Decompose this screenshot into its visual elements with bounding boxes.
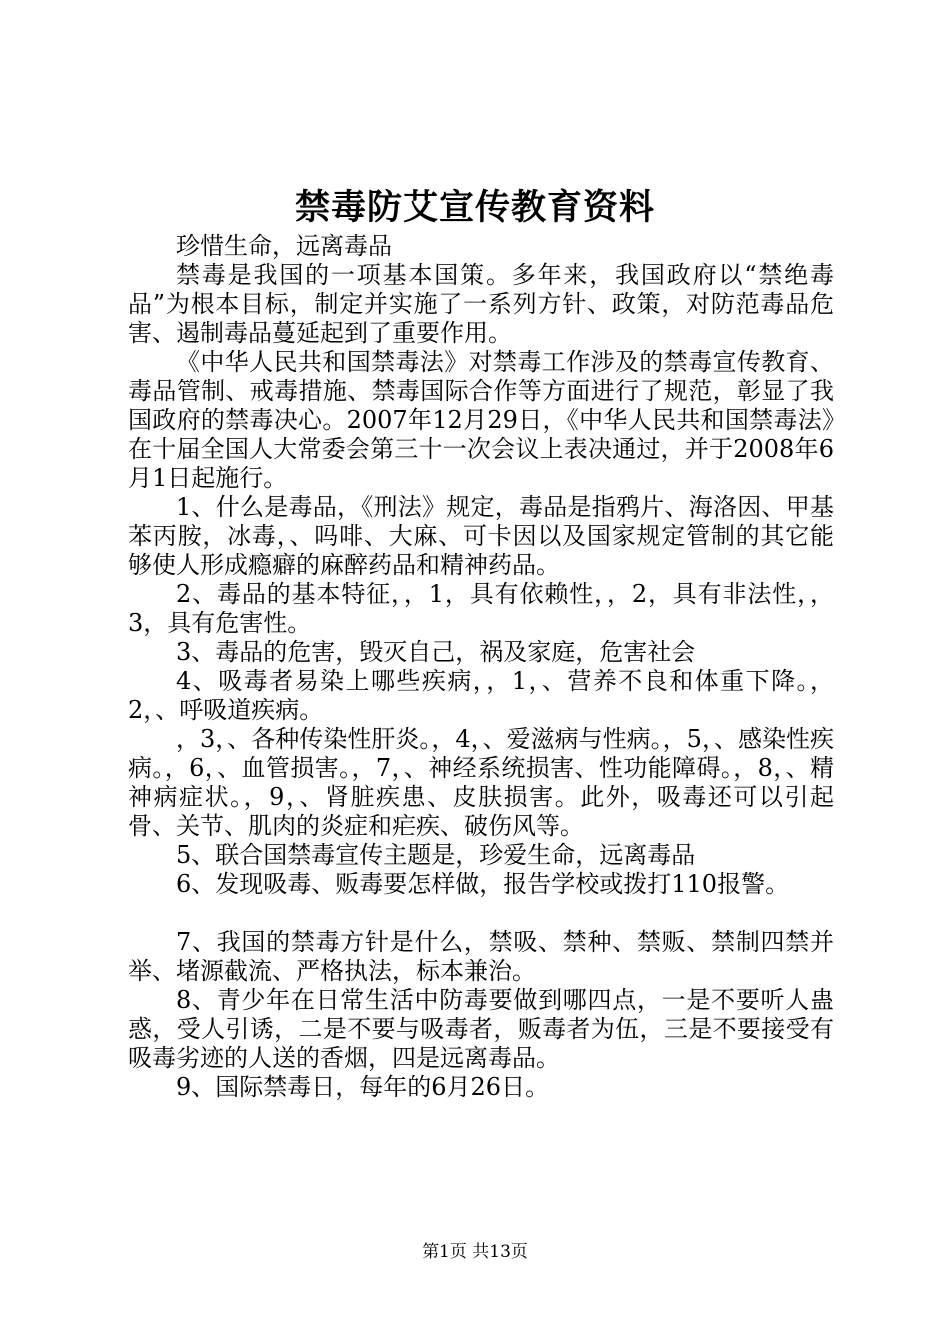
paragraph-item-4-cont: ，3，、各种传染性肝炎。，4，、爱滋病与性病。，5，、感染性疾病。，6，、血管损害。，7，、神经系统损害、性功能障碍。，8，、精神病症状。，9，、肾脏疾患、皮肤损害。此外，吸毒还可以引起骨、关节、肌肉的炎症和疟疾、破伤风等。 — [128, 725, 834, 840]
paragraph-law: 《中华人民共和国禁毒法》对禁毒工作涉及的禁毒宣传教育、毒品管制、戒毒措施、禁毒国际合作等方面进行了规范，彰显了我国政府的禁毒决心。2007年12月29日，《中华人民共和国禁毒法》在十届全国人大常委会第三十一次会议上表决通过，并于2008年6月1日起施行。 — [128, 348, 834, 492]
paragraph-slogan: 珍惜生命，远离毒品 — [176, 232, 392, 260]
paragraph-item-2: 2、毒品的基本特征，，1，具有依赖性，，2，具有非法性，，3，具有危害性。 — [128, 580, 834, 637]
paragraph-item-8: 8、青少年在日常生活中防毒要做到哪四点，一是不要听人蛊惑，受人引诱，二是不要与吸毒者，贩毒者为伍，三是不要接受有吸毒劣迹的人送的香烟，四是远离毒品。 — [128, 986, 834, 1072]
blank-line — [128, 899, 834, 928]
paragraph-item-4: 4、吸毒者易染上哪些疾病，，1，、营养不良和体重下降。，2，、呼吸道疾病。 — [128, 667, 834, 724]
page-number: 第1页 共13页 — [422, 1242, 528, 1262]
paragraph-item-3: 3、毒品的危害，毁灭自己，祸及家庭，危害社会 — [176, 638, 696, 666]
document-body — [128, 232, 834, 1102]
paragraph-policy: 禁毒是我国的一项基本国策。多年来，我国政府以“禁绝毒品”为根本目标，制定并实施了一系列方针、政策，对防范毒品危害、遏制毒品蔓延起到了重要作用。 — [128, 261, 834, 347]
document-title: 禁毒防艾宣传教育资料 — [294, 187, 655, 228]
paragraph-item-1: 1、什么是毒品，《刑法》规定，毒品是指鸦片、海洛因、甲基苯丙胺，冰毒，、吗啡、大麻、可卡因以及国家规定管制的其它能够使人形成瘾癖的麻醉药品和精神药品。 — [128, 493, 834, 579]
paragraph-item-6: 6、发现吸毒、贩毒要怎样做，报告学校或拨打110报警。 — [176, 870, 790, 898]
paragraph-item-5: 5、联合国禁毒宣传主题是，珍爱生命，远离毒品 — [176, 841, 696, 869]
paragraph-item-9: 9、国际禁毒日，每年的6月26日。 — [176, 1073, 550, 1101]
paragraph-item-7: 7、我国的禁毒方针是什么，禁吸、禁种、禁贩、禁制四禁并举、堵源截流、严格执法，标本兼治。 — [128, 928, 834, 985]
